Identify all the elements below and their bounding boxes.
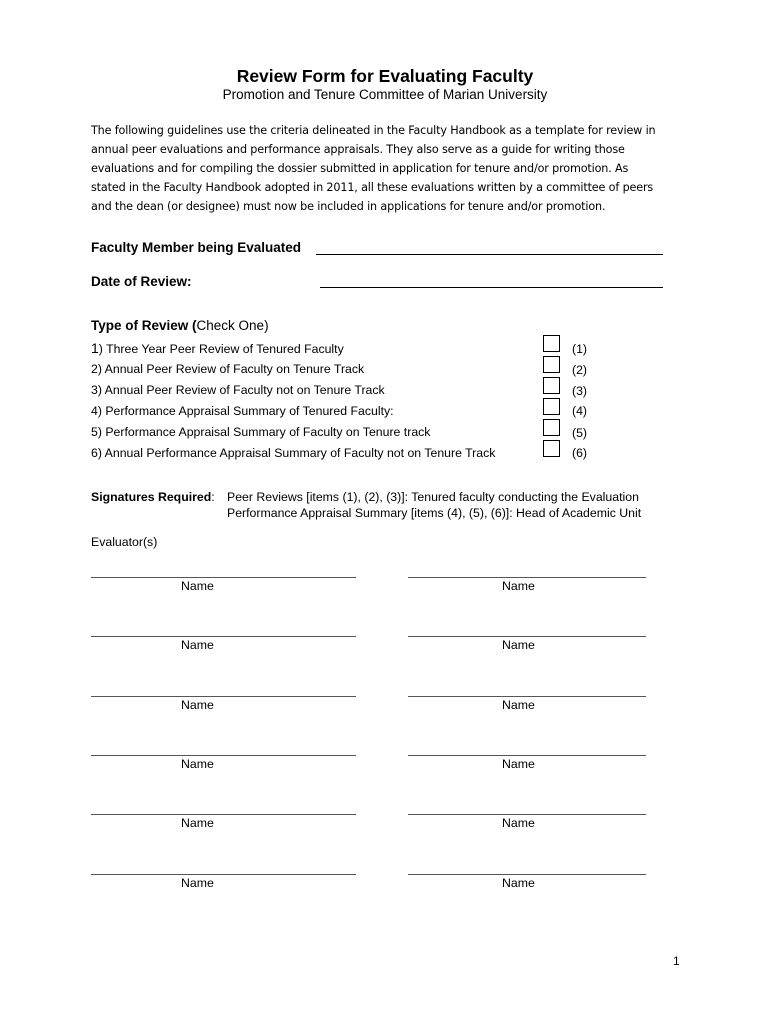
review-option-1 [91, 340, 344, 356]
option-text: ) Three Year Peer Review of Tenured Faculty [98, 342, 344, 356]
faculty-member-field[interactable] [316, 254, 663, 255]
date-of-review-label: Date of Review: [91, 274, 192, 289]
intro-line: annual peer evaluations and performance appraisals. They also serve as a guide for writing those [91, 143, 625, 156]
name-caption: Name [502, 757, 535, 771]
option-code: (6) [572, 446, 588, 460]
signature-line[interactable] [408, 814, 646, 815]
option-number: 5 [91, 425, 98, 439]
type-of-review-heading-rest: Check One) [196, 318, 269, 333]
faculty-member-label: Faculty Member being Evaluated [91, 240, 302, 255]
name-caption: Name [502, 638, 535, 652]
review-option-6 [91, 446, 495, 460]
review-option-5 [91, 425, 430, 439]
signatures-line-1: Peer Reviews [items (1), (2), (3)]: Tenured faculty conducting the Evaluation [227, 490, 639, 504]
option-code: (1) [572, 342, 588, 356]
signature-line[interactable] [91, 636, 356, 637]
signature-line[interactable] [408, 874, 646, 875]
signatures-required-label [91, 490, 215, 504]
name-caption: Name [502, 876, 535, 890]
review-option-4 [91, 404, 394, 418]
review-option-5-checkbox[interactable] [543, 419, 560, 436]
option-number: 3 [91, 383, 98, 397]
date-of-review-field[interactable] [320, 287, 663, 288]
page-number: 1 [673, 954, 680, 968]
signature-line[interactable] [91, 814, 356, 815]
review-option-6-checkbox[interactable] [543, 440, 560, 457]
name-caption: Name [502, 816, 535, 830]
option-text: ) Annual Performance Appraisal Summary of Faculty not on Tenure Track [97, 446, 496, 460]
option-code: (2) [572, 363, 588, 377]
option-code: (3) [572, 384, 588, 398]
signature-line[interactable] [91, 577, 356, 578]
option-text: ) Annual Peer Review of Faculty not on Tenure Track [97, 383, 385, 397]
type-of-review-heading [91, 318, 269, 333]
option-text: ) Annual Peer Review of Faculty on Tenure Track [97, 362, 365, 376]
review-option-3 [91, 383, 385, 397]
signature-line[interactable] [408, 696, 646, 697]
review-option-2-checkbox[interactable] [543, 356, 560, 373]
signature-line[interactable] [408, 577, 646, 578]
intro-paragraph [91, 121, 681, 216]
name-caption: Name [181, 638, 214, 652]
option-code: (4) [572, 404, 588, 418]
option-number: 1 [91, 340, 99, 356]
option-number: 6 [91, 446, 98, 460]
name-caption: Name [181, 579, 214, 593]
review-option-3-checkbox[interactable] [543, 377, 560, 394]
name-caption: Name [181, 757, 214, 771]
name-caption: Name [181, 876, 214, 890]
signatures-required-bold: Signatures Required [91, 490, 212, 504]
type-of-review-heading-bold: Type of Review ( [91, 318, 197, 333]
intro-line: The following guidelines use the criteria delineated in the Faculty Handbook as a template for review in [91, 124, 656, 137]
name-caption: Name [181, 698, 214, 712]
review-option-4-checkbox[interactable] [543, 398, 560, 415]
signature-line[interactable] [408, 755, 646, 756]
name-caption: Name [502, 579, 535, 593]
evaluators-label: Evaluator(s) [91, 535, 158, 549]
signatures-colon: : [211, 490, 215, 504]
review-option-1-checkbox[interactable] [543, 335, 560, 352]
intro-line: evaluations and for compiling the dossier submitted in application for tenure and/or promotion. As [91, 162, 629, 175]
signatures-line-2: Performance Appraisal Summary [items (4), (5), (6)]: Head of Academic Unit [227, 505, 642, 520]
option-code: (5) [572, 426, 588, 440]
option-number: 4 [91, 404, 98, 418]
option-number: 2 [91, 362, 98, 376]
form-subtitle: Promotion and Tenure Committee of Marian University [222, 87, 548, 102]
form-title: Review Form for Evaluating Faculty [236, 66, 534, 86]
signatures-requirements [227, 490, 641, 521]
signature-line[interactable] [91, 696, 356, 697]
intro-line: and the dean (or designee) must now be included in applications for tenure and/or promotion. [91, 200, 606, 213]
option-text: ) Performance Appraisal Summary of Faculty on Tenure track [97, 425, 431, 439]
intro-line: stated in the Faculty Handbook adopted in 2011, all these evaluations written by a committee of peers [91, 181, 654, 194]
signature-line[interactable] [91, 755, 356, 756]
review-option-2 [91, 362, 364, 376]
name-caption: Name [502, 698, 535, 712]
name-caption: Name [181, 816, 214, 830]
signature-line[interactable] [91, 874, 356, 875]
signature-line[interactable] [408, 636, 646, 637]
option-text: ) Performance Appraisal Summary of Tenured Faculty: [97, 404, 394, 418]
